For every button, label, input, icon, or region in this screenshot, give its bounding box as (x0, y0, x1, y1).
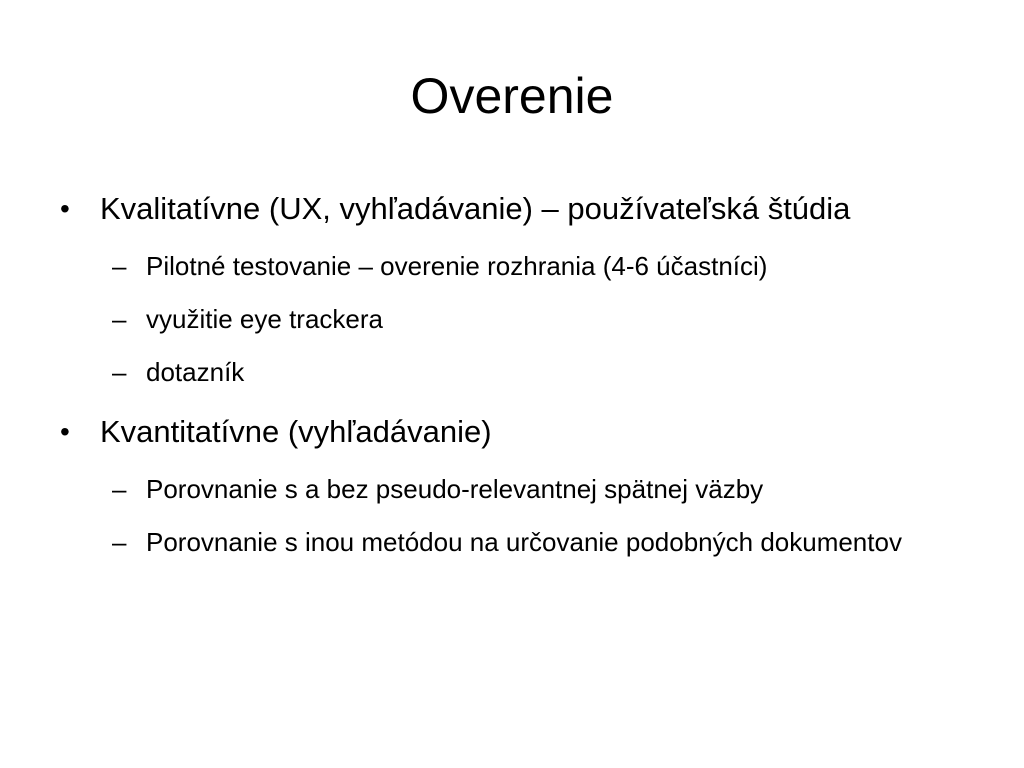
dash-icon: – (112, 357, 127, 387)
bullet-text: Kvalitatívne (UX, vyhľadávanie) – používateľská štúdia (100, 191, 851, 226)
bullet-icon: • (60, 416, 70, 447)
bullet-icon: • (60, 193, 70, 224)
sub-bullet-text: využitie eye trackera (146, 304, 383, 334)
bullet-text: Kvantitatívne (vyhľadávanie) (100, 414, 492, 449)
sub-bullet-text: Porovnanie s inou metódou na určovanie podobných dokumentov (146, 527, 902, 557)
dash-icon: – (112, 251, 127, 281)
bullet-item (58, 409, 968, 455)
slide-title: Overenie (410, 68, 614, 124)
dash-icon: – (112, 527, 127, 557)
slide-content (58, 186, 968, 575)
sub-bullet-item (58, 246, 968, 286)
sub-bullet-item (58, 352, 968, 392)
sub-bullet-text: dotazník (146, 357, 245, 387)
sub-bullet-item (58, 469, 968, 509)
sub-bullet-text: Pilotné testovanie – overenie rozhrania (4-6 účastníci) (146, 251, 768, 281)
dash-icon: – (112, 474, 127, 504)
sub-bullet-text: Porovnanie s a bez pseudo-relevantnej spätnej väzby (146, 474, 764, 504)
bullet-item (58, 186, 968, 232)
dash-icon: – (112, 304, 127, 334)
sub-bullet-item (58, 299, 968, 339)
sub-bullet-item (58, 522, 968, 562)
